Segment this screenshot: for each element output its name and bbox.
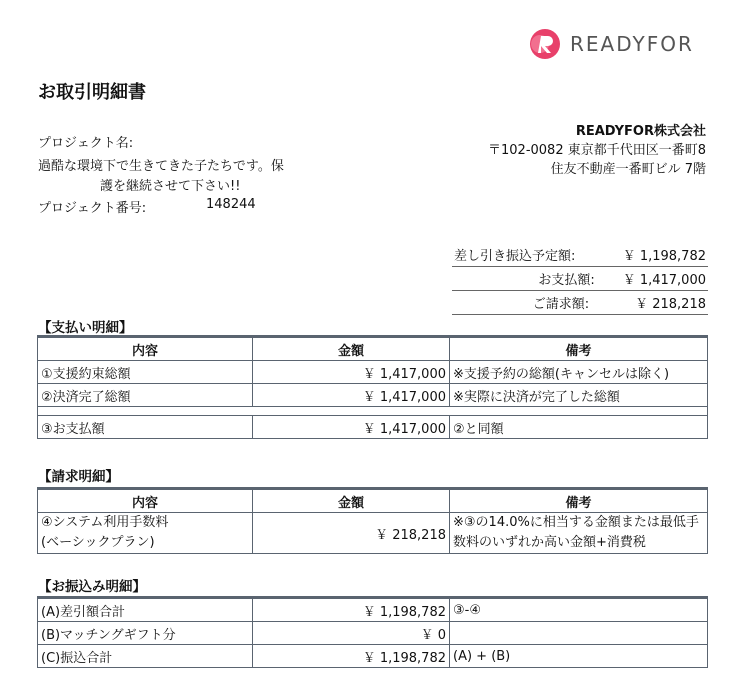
project-name-line1: 過酷な環境下で生きてきた子たちです。保: [38, 159, 284, 174]
payment-table: [37, 335, 708, 439]
brand-name: READYFOR: [570, 32, 694, 56]
amount-cell: ￥ 1,417,000: [253, 416, 450, 439]
summary-row-payment: [452, 267, 708, 291]
note-cell: (A) + (B): [450, 645, 708, 668]
item-cell: ①支援約束総額: [38, 361, 253, 384]
table-row: [38, 384, 708, 407]
note-cell: [450, 513, 708, 554]
page-title: お取引明細書: [38, 82, 146, 103]
summary-value: ￥ 1,417,000: [622, 273, 706, 288]
item-line1: ④システム利用手数料: [41, 515, 169, 530]
header-note: 備考: [450, 337, 708, 361]
table-row: [38, 513, 708, 554]
table-row: [38, 598, 708, 622]
item-cell: ③お支払額: [38, 416, 253, 439]
item-cell: ②決済完了総額: [38, 384, 253, 407]
summary-row-transfer: [452, 243, 708, 267]
brand-logo: [528, 28, 694, 60]
table-header-row: [38, 489, 708, 513]
project-name-label: プロジェクト名:: [38, 136, 134, 151]
amount-cell: ￥ 1,417,000: [253, 361, 450, 384]
note-line2: 数料のいずれか高い金額+消費税: [453, 535, 646, 550]
note-cell: ※支援予約の総額(キャンセルは除く): [450, 361, 708, 384]
spacer-cell: [38, 407, 708, 416]
summary-label: お支払額:: [538, 273, 595, 288]
item-cell: (C)振込合計: [38, 645, 253, 668]
header-item: 内容: [38, 489, 253, 513]
readyfor-logo-mark: [528, 27, 562, 61]
billing-table: [37, 487, 708, 554]
note-cell: ③-④: [450, 598, 708, 622]
summary-label: ご請求額:: [532, 297, 590, 312]
company-name: READYFOR株式会社: [575, 124, 706, 139]
header-amount: 金額: [253, 337, 450, 361]
item-line2: (ベーシックプラン): [41, 535, 155, 550]
table-row: [38, 361, 708, 384]
summary-block: [452, 243, 708, 315]
transfer-table: [37, 596, 708, 668]
header-note: 備考: [450, 489, 708, 513]
summary-value: ￥ 1,198,782: [622, 249, 706, 264]
note-line1: ※③の14.0%に相当する金額または最低手: [453, 515, 699, 530]
amount-cell: ￥ 1,417,000: [253, 384, 450, 407]
header-amount: 金額: [253, 489, 450, 513]
table-row: [38, 645, 708, 668]
item-cell: (A)差引額合計: [38, 598, 253, 622]
project-number-label: プロジェクト番号:: [38, 201, 147, 216]
project-number: 148244: [206, 197, 256, 212]
company-address1: 〒102-0082 東京都千代田区一番町8: [488, 143, 706, 158]
item-cell: [38, 513, 253, 554]
amount-cell: ￥ 218,218: [253, 513, 450, 554]
table-header-row: [38, 337, 708, 361]
amount-cell: ￥ 1,198,782: [253, 598, 450, 622]
note-cell: ※実際に決済が完了した総額: [450, 384, 708, 407]
table-row: [38, 416, 708, 439]
table-row: [38, 622, 708, 645]
summary-label: 差し引き振込予定額:: [454, 249, 576, 264]
payment-section-title: 【支払い明細】: [38, 320, 133, 336]
table-spacer-row: [38, 407, 708, 416]
amount-cell: ￥ 0: [253, 622, 450, 645]
summary-value: ￥ 218,218: [635, 297, 706, 312]
project-name-line2: 護を継続させて下さい!!: [100, 179, 241, 194]
header-item: 内容: [38, 337, 253, 361]
item-cell: (B)マッチングギフト分: [38, 622, 253, 645]
note-cell: [450, 622, 708, 645]
billing-section-title: 【請求明細】: [38, 469, 119, 485]
summary-row-billing: [452, 291, 708, 315]
company-address2: 住友不動産一番町ビル 7階: [550, 162, 706, 177]
transfer-section-title: 【お振込み明細】: [38, 579, 146, 595]
amount-cell: ￥ 1,198,782: [253, 645, 450, 668]
note-cell: ②と同額: [450, 416, 708, 439]
